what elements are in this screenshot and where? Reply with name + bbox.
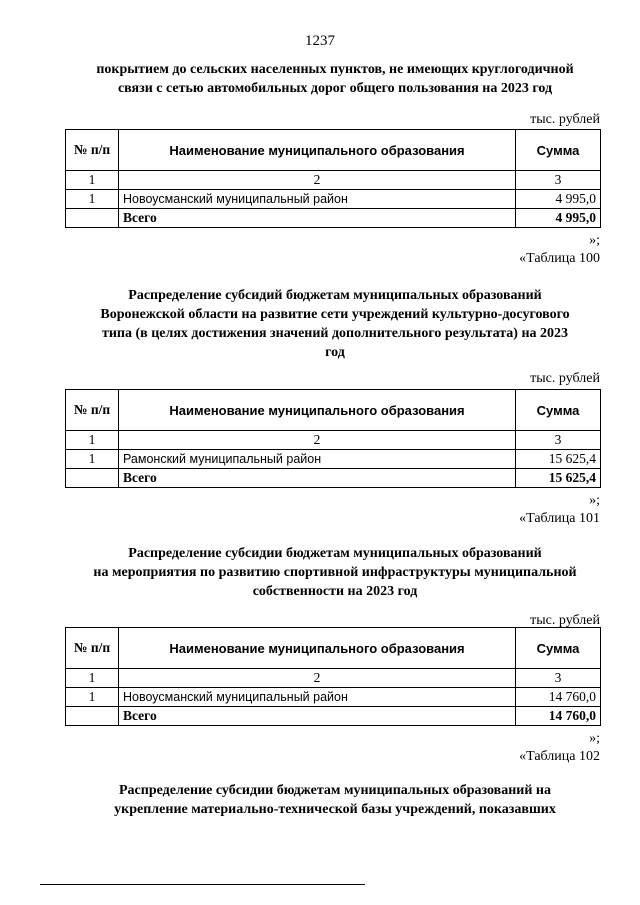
header-num: № п/п	[66, 390, 119, 431]
header-num: № п/п	[66, 130, 119, 171]
section2-units: тыс. рублей	[530, 371, 600, 386]
footer-rule	[40, 884, 365, 885]
table-total-row: Всего 14 760,0	[66, 707, 601, 726]
header-sum: Сумма	[516, 390, 601, 431]
table-row: 1 Новоусманский муниципальный район 4 995,0	[66, 190, 601, 209]
table-index-row: 1 2 3	[66, 669, 601, 688]
section1-table	[65, 129, 601, 228]
table-row: 1 Рамонский муниципальный район 15 625,4	[66, 450, 601, 469]
section2-heading: Распределение субсидий бюджетам муниципальных образований Воронежской области на развитие сети учреждений культурно-досугового типа (в целях достижения значений дополнительного результата) на 2023 год	[100, 288, 570, 360]
table-header-row	[66, 390, 601, 431]
table-row: 1 Новоусманский муниципальный район 14 760,0	[66, 688, 601, 707]
header-name: Наименование муниципального образования	[119, 130, 516, 171]
header-name: Наименование муниципального образования	[119, 390, 516, 431]
page-number: 1237	[305, 33, 335, 49]
table-index-row: 1 2 3	[66, 431, 601, 450]
section2-table	[65, 389, 601, 488]
section1-units: тыс. рублей	[530, 112, 600, 127]
table-index-row: 1 2 3	[66, 171, 601, 190]
header-sum: Сумма	[516, 130, 601, 171]
section2-tail: »; «Таблица 101	[519, 493, 600, 526]
section3-heading: Распределение субсидии бюджетам муниципальных образований на мероприятия по развитию спортивной инфраструктуры муниципальной собственности на 2023 год	[93, 546, 577, 599]
table-header-row	[66, 628, 601, 669]
section3-table	[65, 627, 601, 726]
header-sum: Сумма	[516, 628, 601, 669]
header-name: Наименование муниципального образования	[119, 628, 516, 669]
section1-heading: покрытием до сельских населенных пунктов, не имеющих круглогодичной связи с сетью автомобильных дорог общего пользования на 2023 год	[96, 62, 574, 96]
section4-heading: Распределение субсидии бюджетам муниципальных образований на укрепление материально-технической базы учреждений, показавших	[114, 783, 556, 817]
section1-tail: »; «Таблица 100	[519, 233, 600, 266]
table-total-row: Всего 4 995,0	[66, 209, 601, 228]
table-header-row	[66, 130, 601, 171]
table-total-row: Всего 15 625,4	[66, 469, 601, 488]
section3-units: тыс. рублей	[530, 613, 600, 628]
section3-tail: »; «Таблица 102	[519, 731, 600, 764]
header-num: № п/п	[66, 628, 119, 669]
